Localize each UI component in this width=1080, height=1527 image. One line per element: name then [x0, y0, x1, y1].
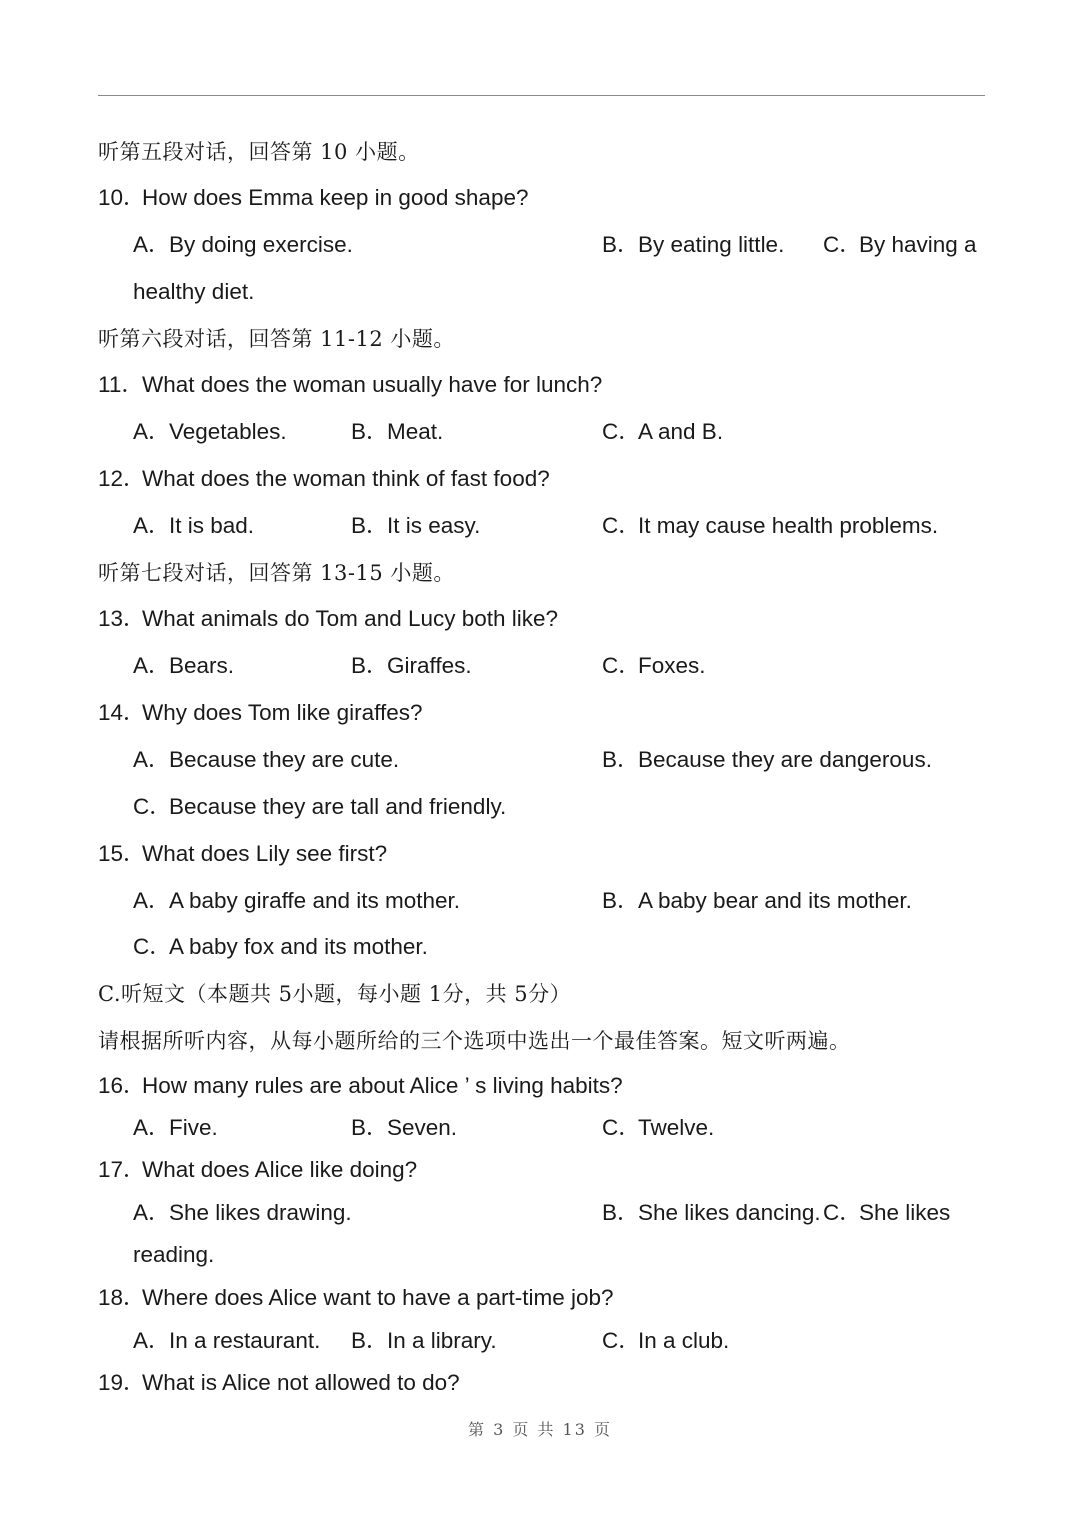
option-letter: A．	[133, 1328, 171, 1353]
option-c-continuation: healthy diet.	[133, 279, 255, 304]
option-text: It is easy.	[387, 513, 481, 538]
question-number: 16．	[98, 1073, 146, 1098]
question-text: Where does Alice want to have a part-time job?	[142, 1285, 614, 1310]
option-b	[351, 651, 472, 681]
option-a	[133, 1326, 320, 1356]
option-letter: B．	[351, 1115, 389, 1140]
option-c	[823, 230, 977, 260]
option-c	[602, 651, 706, 681]
option-b	[351, 417, 443, 447]
option-c	[823, 1198, 950, 1228]
option-a	[133, 230, 353, 260]
option-text: Foxes.	[638, 653, 706, 678]
option-c	[602, 417, 723, 447]
option-b	[351, 511, 480, 541]
section-instruction: 听第七段对话，回答第 13-15 小题。	[98, 561, 455, 585]
option-text: Vegetables.	[169, 419, 287, 444]
option-letter: A．	[133, 1200, 171, 1225]
question-text: What does the woman think of fast food?	[142, 466, 550, 491]
option-letter: C．	[602, 419, 641, 444]
option-text: She likes	[859, 1200, 951, 1225]
option-letter: C．	[602, 653, 641, 678]
option-a	[133, 511, 254, 541]
option-a	[133, 1198, 352, 1228]
option-c	[602, 511, 938, 541]
option-letter: A．	[133, 653, 171, 678]
option-letter: A．	[133, 747, 171, 772]
question-19	[98, 1368, 460, 1398]
option-text: She likes drawing.	[169, 1200, 352, 1225]
option-text: In a library.	[387, 1328, 497, 1353]
option-text: Bears.	[169, 653, 235, 678]
question-number: 10．	[98, 185, 146, 210]
option-b	[351, 1113, 457, 1143]
question-text: What is Alice not allowed to do?	[142, 1370, 460, 1395]
option-letter: B．	[602, 1200, 640, 1225]
option-text: Giraffes.	[387, 653, 472, 678]
option-text: By having a	[859, 232, 977, 257]
option-b	[602, 230, 784, 260]
section-instruction: 听第五段对话，回答第 10 小题。	[98, 140, 420, 164]
option-text: She likes dancing.	[638, 1200, 821, 1225]
option-a	[133, 886, 460, 916]
option-text: By eating little.	[638, 232, 785, 257]
option-letter: B．	[351, 419, 389, 444]
option-letter: C．	[602, 1328, 641, 1353]
header-divider	[98, 95, 985, 96]
option-text: A baby fox and its mother.	[169, 934, 428, 959]
option-letter: A．	[133, 232, 171, 257]
option-text: It is bad.	[169, 513, 255, 538]
question-12	[98, 464, 550, 494]
part-c-instruction: 请根据所听内容，从每小题所给的三个选项中选出一个最佳答案。短文听两遍。	[98, 1029, 851, 1053]
option-letter: B．	[351, 1328, 389, 1353]
page-footer: 第 3 页 共 13 页	[468, 1420, 612, 1439]
question-13	[98, 604, 558, 634]
question-16	[98, 1071, 623, 1101]
option-text: Seven.	[387, 1115, 458, 1140]
option-a	[133, 417, 287, 447]
option-text: Because they are cute.	[169, 747, 400, 772]
option-letter: A．	[133, 1115, 171, 1140]
option-b	[602, 886, 912, 916]
question-text: What does the woman usually have for lunch?	[142, 372, 603, 397]
option-text: Because they are tall and friendly.	[169, 794, 507, 819]
section-instruction: 听第六段对话，回答第 11-12 小题。	[98, 327, 455, 351]
option-letter: C．	[133, 934, 172, 959]
option-text: Twelve.	[638, 1115, 715, 1140]
question-number: 15．	[98, 841, 146, 866]
option-text: A and B.	[638, 419, 724, 444]
question-number: 11．	[98, 372, 144, 397]
option-letter: B．	[602, 747, 640, 772]
option-letter: C．	[823, 232, 862, 257]
question-text: Why does Tom like giraffes?	[142, 700, 423, 725]
option-b	[602, 745, 932, 775]
option-letter: B．	[602, 232, 640, 257]
option-c	[133, 932, 428, 962]
option-c	[133, 792, 506, 822]
option-letter: A．	[133, 888, 171, 913]
option-text: Five.	[169, 1115, 218, 1140]
option-c	[602, 1113, 714, 1143]
question-10	[98, 183, 529, 213]
question-text: How does Emma keep in good shape?	[142, 185, 529, 210]
option-letter: C．	[602, 1115, 641, 1140]
option-letter: C．	[133, 794, 172, 819]
question-number: 13．	[98, 606, 146, 631]
option-a	[133, 651, 234, 681]
question-number: 12．	[98, 466, 146, 491]
question-text: What does Alice like doing?	[142, 1157, 418, 1182]
option-letter: C．	[602, 513, 641, 538]
option-b	[351, 1326, 497, 1356]
question-11	[98, 370, 602, 400]
question-18	[98, 1283, 614, 1313]
question-number: 14．	[98, 700, 146, 725]
question-17	[98, 1155, 417, 1185]
option-b	[602, 1198, 821, 1228]
option-text: In a club.	[638, 1328, 730, 1353]
option-letter: B．	[602, 888, 640, 913]
question-text: How many rules are about Alice ’ s living habits?	[142, 1073, 623, 1098]
option-text: Meat.	[387, 419, 444, 444]
option-letter: A．	[133, 419, 171, 444]
option-c-continuation: reading.	[133, 1242, 215, 1267]
question-number: 18．	[98, 1285, 146, 1310]
option-letter: B．	[351, 513, 389, 538]
option-a	[133, 745, 399, 775]
part-c-title: C.听短文（本题共 5小题，每小题 1分，共 5分）	[98, 982, 572, 1006]
option-text: In a restaurant.	[169, 1328, 321, 1353]
question-text: What does Lily see first?	[142, 841, 388, 866]
option-text: By doing exercise.	[169, 232, 353, 257]
option-text: It may cause health problems.	[638, 513, 939, 538]
option-text: A baby bear and its mother.	[638, 888, 912, 913]
question-number: 19．	[98, 1370, 146, 1395]
option-letter: C．	[823, 1200, 862, 1225]
question-14	[98, 698, 423, 728]
option-letter: B．	[351, 653, 389, 678]
option-text: Because they are dangerous.	[638, 747, 932, 772]
option-a	[133, 1113, 218, 1143]
question-15	[98, 839, 387, 869]
option-c	[602, 1326, 729, 1356]
option-text: A baby giraffe and its mother.	[169, 888, 461, 913]
question-text: What animals do Tom and Lucy both like?	[142, 606, 559, 631]
question-number: 17．	[98, 1157, 146, 1182]
option-letter: A．	[133, 513, 171, 538]
